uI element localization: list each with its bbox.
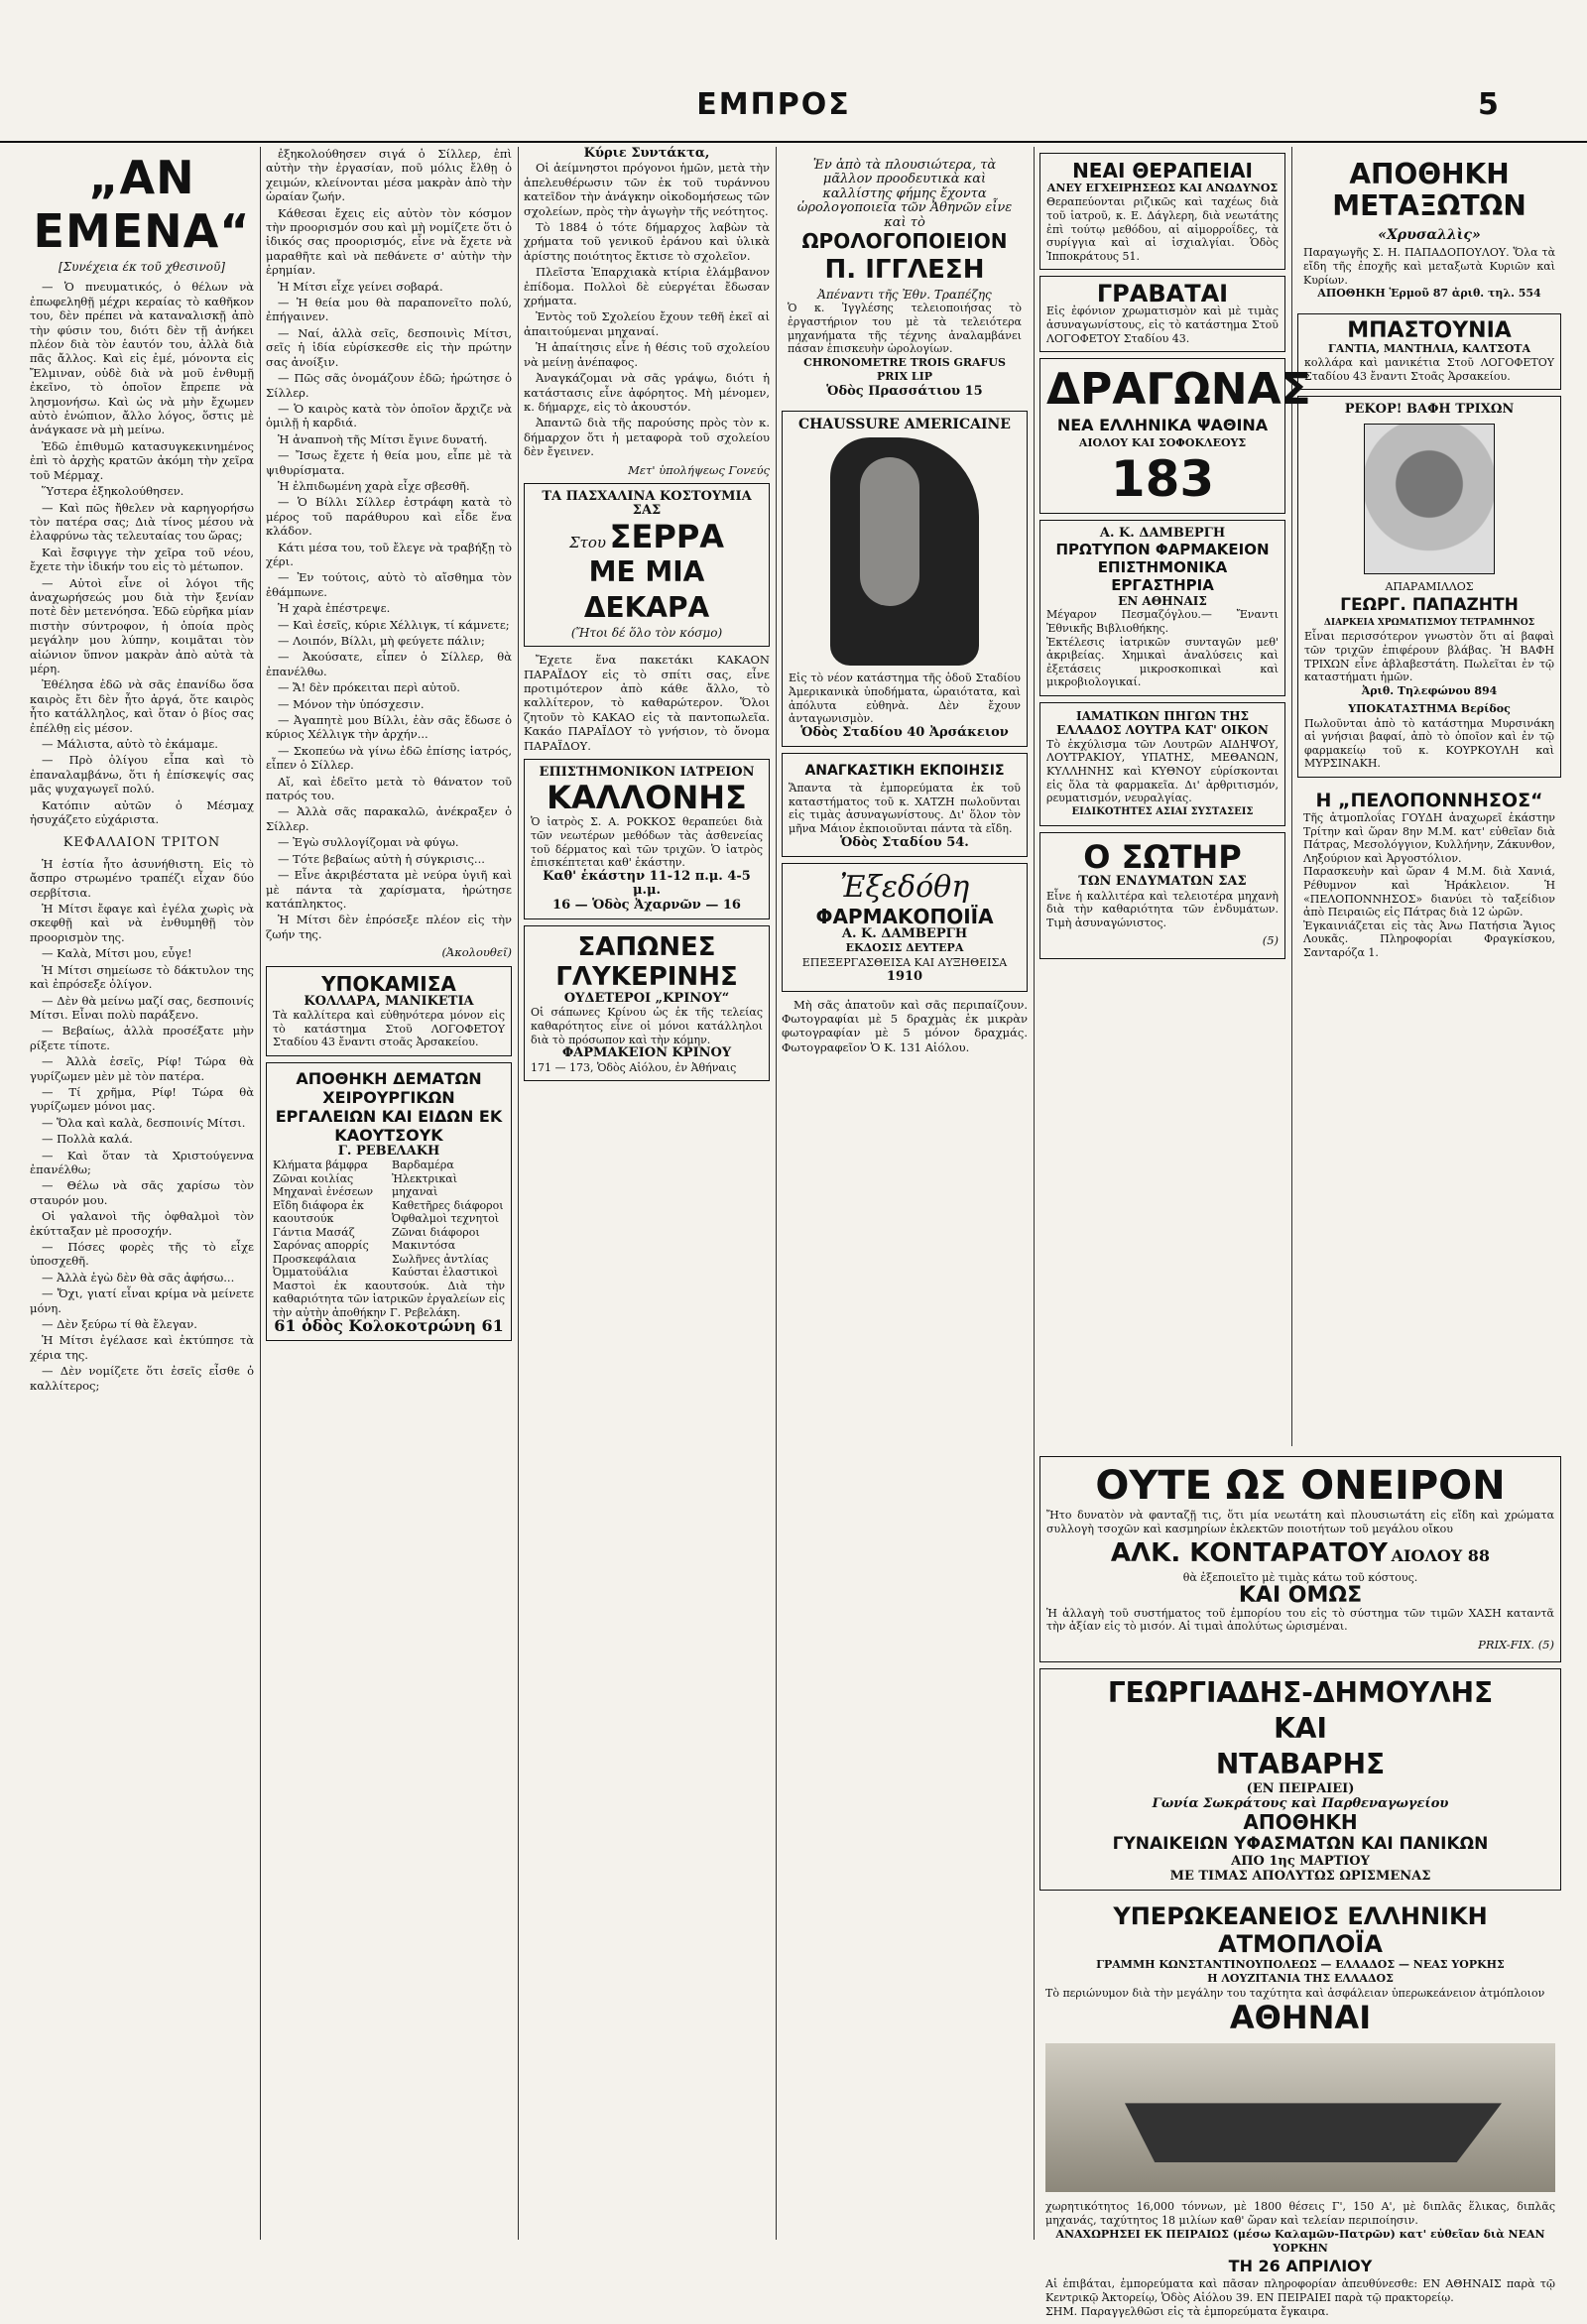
ad-footer: PRIX-FIX. (5) (1478, 1637, 1554, 1651)
ad-note: ΣΗΜ. Παραγγελθῶσι εἰς τὰ ἐμπορεύματα ἔγκαιρα. (1045, 2304, 1329, 2318)
paragraph: — Ὅλα καὶ καλὰ, δεσποινίς Μίτσι. (42, 1115, 246, 1130)
ad-text: Εἶνε ἡ καλλιτέρα καὶ τελειοτέρα μηχανὴ διὰ τὴν καθαριότητα τῶν ἐνδυμάτων. Τιμὴ ἀσυναγώνιστος. (1046, 889, 1279, 929)
ad-address: Μέγαρον Πεσμαζόγλου.— Ἔναντι Ἐθνικῆς Βιβλιοθήκης. (1046, 608, 1279, 635)
ad-watchmaker (782, 153, 1028, 405)
ad-footer: ΦΑΡΜΑΚΕΙΟΝ ΚΡΙΝΟΥ (561, 1045, 732, 1061)
ad-and: ΚΑΙ (1274, 1712, 1327, 1746)
paragraph: — Καὶ πῶς ἤθελεν νὰ καρηγορήσω τὸν πατέρα σας; Διὰ τίνος μέσου νὰ ἐλαφρύνω τὰς τελευταίας του ὥρας; (30, 500, 254, 544)
ad-brand: «Χρυσαλλὶς» (1378, 227, 1481, 243)
paragraph: — Καὶ ἐσεῖς, κύριε Χέλλιγκ, τί κάμνετε; (278, 617, 510, 632)
paragraph: Ἐδῶ ἐπιθυμῶ κατασυγκεκινημένος ἐπὶ τὸ ἀρχὴς κρατῶν ἀκόμη τὴν χεῖρα τοῦ Μέρμαχ. (30, 438, 254, 482)
list-item: Καύσται ἐλαστικοὶ (392, 1266, 499, 1280)
ad-top: ΡΕΚΟΡ! ΒΑΦΗ ΤΡΙΧΩΝ (1344, 402, 1515, 418)
ad-city: ΕΝ ΑΘΗΝΑΙΣ (1118, 593, 1207, 608)
ad-ship-name: ΑΘΗΝΑΙ (1229, 1999, 1372, 2037)
ad-number: 183 (1110, 449, 1215, 508)
ad-text: Τὰ καλλίτερα καὶ εὐθηνότερα μόνον εἰς τὸ κατάστημα Στοῦ ΛΟΓΟΦΕΤΟΥ Σταδίου 43 ἔναντι στοᾶς Ἀρσακείου. (273, 1008, 505, 1049)
ad-text: Ἐγκαινιάζεται εἰς τὰς Ἀνω Πατήσια Ἅγιος Λουκᾶς. Πληροφορίαι Φραγκίσκου, Σανταρόζα 1. (1303, 918, 1555, 959)
paragraph: Οἱ ἀείμνηστοι πρόγονοι ἡμῶν, μετὰ τὴν ἀπελευθέρωσιν τῶν ἐκ τοῦ τυράννου κατεῖδον τὴν ἀνάγκην οἰκοδομήσεως τῶν σχολείων, πρὸς τὴν ἀγωγὴν τῆς νεότητος. (524, 161, 770, 218)
ad-title: Ἐξεδόθη (839, 870, 970, 905)
list-item: Εἴδη διάφορα ἐκ καουτσούκ (273, 1198, 364, 1226)
ad-text: Ἤτο δυνατὸν νὰ φανταζῇ τις, ὅτι μία νεωτάτη καὶ πλουσιωτάτη εἰς εἴδη καὶ χρώματα συλλογὴ τσοχῶν καὶ κασμηρίων ἐκλεκτῶν ποιοτήτων τοῦ μεγάλου οἴκου (1046, 1509, 1554, 1535)
paragraph: — Καὶ ὅταν τὰ Χριστούγεννα ἐπανέλθω; (30, 1148, 254, 1176)
paragraph: Ἡ ἀπαίτησις εἶνε ἡ θέσις τοῦ σχολείου νὰ μείνῃ ἀνέπαφος. (524, 340, 770, 369)
paragraph: — Λοιπόν, Βίλλι, μὴ φεύγετε πάλιν; (278, 634, 485, 648)
ad-title: ΝΤΑΒΑΡΗΣ (1215, 1748, 1386, 1781)
ad-text: Αἱ ἐπιβάται, ἐμπορεύματα καὶ πᾶσαν πληροφορίαν ἀπευθύνεσθε: ΕΝ ΑΘΗΝΑΙΣ παρὰ τῷ Κεντρικῷ Ἀκτορείῳ, Ὁδὸς Αἰόλου 39. ΕΝ ΠΕΙΡΑΙΕΙ παρὰ τῷ πρακτορείῳ. (1045, 2277, 1555, 2304)
letters-column (524, 147, 770, 2240)
paragraph: — Ἴσως ἔχετε ἡ θεία μου, εἶπε μὲ τὰ ψιθυρίσματα. (266, 448, 512, 477)
ad-subtitle: ΑΝΕΥ ΕΓΧΕΙΡΗΣΕΩΣ ΚΑΙ ΑΝΩΔΥΝΟΣ (1046, 182, 1279, 194)
ad-title: Η „ΠΕΛΟΠΟΝΝΗΣΟΣ“ (1315, 789, 1543, 811)
ad-dragonas-hats (1039, 358, 1311, 513)
paragraph: Ἡ Μίτσι σημείωσε τὸ δάκτυλον της καὶ ἐπρόσεξε ὀλίγον. (30, 962, 254, 992)
ad-title: CHAUSSURE AMERICAINE (798, 417, 1011, 433)
list-item: Σωλῆνες ἀντλίας (392, 1252, 489, 1266)
ad-soter-cleaner (1039, 832, 1285, 959)
paragraph: — Ἡ θεία μου θὰ παραπονεῖτο πολύ, ἐπήγαινεν. (266, 296, 512, 324)
ad-address: Ἀπέναντι τῆς Ἐθν. Τραπέζης (817, 288, 992, 303)
list-item: Ἠλεκτρικαὶ μηχαναὶ (392, 1171, 458, 1199)
ad-title: ΑΝΑΓΚΑΣΤΙΚΗ ΕΚΠΟΙΗΣΙΣ (804, 763, 1005, 780)
letter-salutation: Κύριε Συντάκτα, (583, 146, 710, 161)
paragraph: — Δὲν νομίζετε ὅτι ἐσεῖς εἶσθε ὁ καλλίτερος; (30, 1364, 254, 1393)
list-item: Ζῶναι κοιλίας (273, 1171, 354, 1185)
ad-address: 171 — 173, Ὁδὸς Αἰόλου, ἐν Ἀθήναις (531, 1060, 737, 1074)
list-item: Ζῶναι διάφοροι (392, 1225, 480, 1239)
paragraph: — Πῶς σᾶς ὀνομάζουν ἐδῶ; ἠρώτησε ὁ Σίλλερ. (266, 371, 512, 400)
ad-glycerin-soaps (524, 925, 770, 1081)
paragraph: Ἡ χαρὰ ἐπέστρεψε. (278, 601, 391, 616)
story-continued-column (266, 147, 512, 2240)
ad-name: Π. ΙΓΓΛΕΣΗ (824, 255, 985, 286)
paragraph: — Εἶνε ἀκριβέστατα μὲ νεύρα ὑγιῆ καὶ μὲ πάντα τὰ χαρίσματα, ἠρώτησε κατάπληκτος. (266, 868, 512, 911)
paragraph: Ὕστερα ἐξηκολούθησεν. (42, 484, 184, 499)
paragraph: — Ναί, ἀλλὰ σεῖς, δεσποινὶς Μίτσι, σεῖς ἡ ἰδία εὑρίσκεσθε εἰς τὴν πρώτην σας ἀνοίξιν. (266, 325, 512, 369)
paragraph: Ἡ Μίτσι δὲν ἐπρόσεξε πλέον εἰς τὴν ζωήν της. (266, 913, 512, 941)
ad-text: Οἱ σάπωνες Κρίνου ὡς ἐκ τῆς τελείας καθαρότητος εἶνε οἱ μόνοι κατάλληλοι διὰ τὸ πρόσωπον καὶ τὴν κόμην. (531, 1006, 763, 1046)
column-rule (1034, 147, 1035, 2240)
ad-top: ΕΠΙΣΤΗΜΟΝΙΚΟΝ ΙΑΤΡΕΙΟΝ (539, 765, 755, 780)
ad-phone: Ἀριθ. Τηλεφώνου 894 (1361, 683, 1498, 697)
ad-title: ΟΥΤΕ ΩΣ ΟΝΕΙΡΟΝ (1095, 1463, 1506, 1509)
paragraph: Ἀναγκάζομαι νὰ σᾶς γράψω, διότι ἡ κατάστασις εἶνε ἀφόρητος. Μὴ μένομεν, κ. δήμαρχε, εἰς τὸ ἀκουστόν. (524, 371, 770, 414)
ad-forced-sale (782, 753, 1028, 857)
paragraph: — Ὁ καιρὸς κατὰ τὸν ὁποῖον ἄρχιζε νὰ ὁμιλῇ ἡ καρδιά. (266, 401, 512, 430)
paragraph: Ἡ ἐλπιδωμένη χαρὰ εἶχε σβεσθῆ. (278, 478, 470, 493)
ad-text: Τὸ ἐκχύλισμα τῶν Λουτρῶν ΑΙΔΗΨΟΥ, ΛΟΥΤΡΑΚΙΟΥ, ΥΠΑΤΗΣ, ΜΕΘΑΝΩΝ, ΚΥΛΛΗΝΗΣ καὶ ΚΥΘΝΟΥ εὑρίσκονται εἰς ὅλα τὰ φαρμακεῖα. Δι' ἀρθριτισμόν, ρευματισμόν, νευραλγίας. (1046, 737, 1279, 805)
ad-address: ΑΙΟΛΟΥ ΚΑΙ ΣΟΦΟΚΛΕΟΥΣ (1078, 436, 1247, 450)
to-be-continued: (Ἀκολουθεῖ) (441, 945, 512, 960)
paragraph: — Ὁ Βίλλι Σίλλερ ἐστράφη κατὰ τὸ μέρος τοῦ παράθυρου καὶ εἶδε ἕνα κλάδον. (266, 495, 512, 539)
ad-subtitle: ΚΟΛΛΑΡΑ, ΜΑΝΙΚΕΤΙΑ (304, 993, 474, 1009)
ad-text: κολλάρα καὶ μανικέτια Στοῦ ΛΟΓΟΦΕΤΟΥ Σταδίου 43 ἔναντι Στοᾶς Ἀρσακείου. (1304, 356, 1554, 383)
paragraph: Ἀπαντῶ διὰ τῆς παρούσης πρὸς τὸν κ. δήμαρχον ὅτι ἡ μεταφορὰ τοῦ σχολείου δὲν ἔγεινεν. (524, 416, 770, 459)
ad-logo-text: ΑΠΟΘΗΚΗ ΜΕΤΑΞΩΤΩΝ (1332, 158, 1526, 222)
list-item: Μακιντόσα (392, 1239, 456, 1253)
paragraph: — Ὄχι, γιατί εἶναι κρίμα νὰ μείνετε μόνη. (30, 1286, 254, 1315)
ad-title: ΓΡΑΒΑΤΑΙ (1096, 280, 1229, 308)
ad-surgical-supplies (266, 1062, 512, 1341)
story-title: „ΑΝ ΕΜΕΝΑ“ (33, 151, 251, 258)
column-rule (1291, 147, 1292, 1446)
ad-hair-dye (1297, 396, 1561, 778)
photo-ad-text: Μὴ σᾶς ἀπατοῦν καὶ σᾶς περιπαίζουν. Φωτογραφίαι μὲ 5 δραχμὰς ἐκ μικρὰν φωτογραφίαν μὲ 5 μόνον δραχμάς. Φωτογραφεῖον Ὁ Κ. 131 Αἰόλου. (782, 997, 1028, 1054)
ad-owner: Α. Κ. ΔΑΜΒΕΡΓΗ (1099, 525, 1226, 541)
paragraph: Κάτι μέσα του, τοῦ ἔλεγε νὰ τραβήξῃ τὸ χέρι. (266, 540, 512, 568)
paragraph: — Μάλιστα, αὐτὸ τὸ ἐκάμαμε. (42, 737, 218, 751)
ad-address: 61 ὁδὸς Κολοκοτρώνη 61 (274, 1316, 504, 1336)
paragraph: Ἡ Μίτσι ἐγέλασε καὶ ἐκτύπησε τὰ χέρια της. (30, 1333, 254, 1362)
ad-subtitle: ΓΑΝΤΙΑ, ΜΑΝΤΗΛΙΑ, ΚΑΛΤΣΟΤΑ (1327, 341, 1531, 355)
ad-title: ΩΡΟΛΟΓΟΠΟΙΕΙΟΝ (801, 229, 1008, 254)
story-subtitle: [Συνέχεια έκ τοῦ χθεσινοῦ] (59, 260, 225, 274)
ad-title: ΙΑΜΑΤΙΚΩΝ ΠΗΓΩΝ ΤΗΣ ΕΛΛΑΔΟΣ ΛΟΥΤΡΑ ΚΑΤ' ΟΙΚΟΝ (1056, 708, 1269, 738)
ad-city: (ΕΝ ΠΕΙΡΑΙΕΙ) (1246, 1781, 1355, 1797)
ad-subtitle: ΔΙΑΡΚΕΙΑ ΧΡΩΜΑΤΙΣΜΟΥ ΤΕΤΡΑΜΗΝΟΣ (1323, 618, 1535, 628)
ad-brand: CHRONOMETRE TROIS GRAFUS PRIX LIP (803, 355, 1006, 384)
ad-text: Εἶναι περισσότερον γνωστὸν ὅτι αἱ βαφαὶ τῶν τριχῶν ἐπιφέρουν βλάβας. Ἡ ΒΑΦΗ ΤΡΙΧΩΝ εἶνε ἀβλαβεστάτη. Πωλεῖται ἐν τῷ καταστήματι ἡμῶν. (1304, 630, 1554, 684)
ad-address: ΑΙΟΛΟΥ 88 (1391, 1546, 1491, 1566)
ad-departure: ΑΝΑΧΩΡΗΣΕΙ ΕΚ ΠΕΙΡΑΙΩΣ (μέσω Καλαμῶν-Πατρῶν) κατ' εὐθεῖαν διὰ ΝΕΑΝ ΥΟΡΚΗΝ (1055, 2227, 1545, 2255)
paragraph: Οἱ γαλανοὶ τῆς ὀφθαλμοὶ τὸν ἐκύτταξαν μὲ προσοχήν. (30, 1209, 254, 1238)
product-list (273, 1159, 505, 1280)
ad-author: Α. Κ. ΔΑΜΒΕΡΓΗ (841, 926, 968, 941)
list-item: Καθετῆρες διάφοροι (392, 1198, 504, 1212)
paragraph: — Βεβαίως, ἀλλὰ προσέξατε μὴν ρίξετε τίποτε. (30, 1024, 254, 1052)
paragraph: Πλεῖστα Ἐπαρχιακὰ κτίρια ἐλάμβανον ἐπίδομα. Πολλοὶ δὲ εὐεργέται ἔδωσαν χρήματα. (524, 265, 770, 308)
paragraph: — Μόνον τὴν ὑπόσχεσιν. (278, 696, 425, 711)
paragraph: — Πρὸ ὀλίγου εἶπα καὶ τὸ ἐπαναλαμβάνω, ὅτι ἡ ἐπίσκεψίς σας μᾶς ψυχαγωγεῖ πολύ. (30, 753, 254, 796)
paragraph: — Θέλω νὰ σᾶς χαρίσω τὸν σταυρόν μου. (30, 1178, 254, 1207)
ad-date: ΑΠΟ 1ης ΜΑΡΤΙΟΥ (1231, 1854, 1370, 1870)
shoe-illustration (830, 437, 979, 666)
paragraph: — Ἀλλὰ ἐγὼ δὲν θὰ σᾶς ἀφήσω... (42, 1270, 235, 1284)
ad-hours: Καθ' ἑκάστην 11-12 π.μ. 4-5 μ.μ. (543, 868, 751, 899)
portrait-illustration (1364, 424, 1495, 574)
ad-title: ΔΡΑΓΩΝΑΣ (1046, 364, 1311, 416)
ad-line: ΓΡΑΜΜΗ ΚΩΝΣΤΑΝΤΙΝΟΥΠΟΛΕΩΣ — ΕΛΛΑΔΟΣ — ΝΕΑΣ ΥΟΡΚΗΣ (1096, 1958, 1505, 1971)
list-item: Ὀφθαλμοὶ τεχνητοὶ (392, 1212, 500, 1226)
paragraph: — Καλὰ, Μίτσι μου, εὖγε! (42, 946, 192, 961)
ad-text: Ἅπαντα τὰ ἐμπορεύματα ἐκ τοῦ καταστήματος τοῦ κ. ΧΑΤΖΗ πωλοῦνται εἰς τιμὰς ἀσυναγωνίστους. Δι' ὅλον τὸν μῆνα Μάιον ἐκποιοῦνται πάντα τὰ εἴδη. (789, 782, 1021, 835)
paragraph: Τὸ 1884 ὁ τότε δήμαρχος λαβὼν τὰ χρήματα τοῦ γενικοῦ ἐράνου καὶ ὑλικὰ ἀρίστης ποιότητος ἔκτισε τὸ σχολεῖον. (524, 220, 770, 263)
ad-not-even-dream (1039, 1456, 1561, 1662)
ad-springs-baths (1039, 702, 1285, 826)
ad-date: ΤΗ 26 ΑΠΡΙΛΙΟΥ (1228, 2257, 1373, 2276)
paragraph: — Σκοπεύω νὰ γίνω ἐδῶ ἐπίσης ἰατρός, εἶπεν ὁ Σίλλερ. (266, 743, 512, 773)
list-item: Βαρδαμέρα (392, 1159, 454, 1172)
ad-text: Ὁ κ. Ἰγγλέσης τελειοποιήσας τὸ ἐργαστήριον του μὲ τὰ τελειότερα μηχανήματα τῆς τέχνης ἀναλαμβάνει πάσαν ἐπισκευὴν ὡρολογίων. (788, 302, 1022, 356)
paragraph: — Δὲν ξεύρω τί θὰ ἔλεγαν. (42, 1317, 197, 1332)
ad-text: Θεραπεύονται ριζικῶς καὶ ταχέως διὰ τοῦ ἰατροῦ, κ. Ε. Δάγλερη, διὰ νεωτάτης ἐπὶ τούτῳ μεθόδου, αἱ αἱμορροΐδες, τὰ συρίγγια καὶ αἱ ἰσχιαλγίαι. Ὁδὸς Ἱπποκράτους 51. (1046, 195, 1279, 263)
product-list-right (392, 1159, 505, 1280)
ad-title: ΥΠΟΚΑΜΙΣΑ (321, 971, 456, 996)
page-number: 5 (1478, 87, 1499, 122)
paragraph: Ἐθέλησα ἐδῶ νὰ σᾶς ἐπανίδω ὅσα καιρὸς ἔτι δὲν ἦτο ἀργά, ὅτε καιρὸς ἦτο κατάλληλος, καὶ ὅταν ὁ βίος σας ἐπέλθῃ εἰς μέσον. (30, 677, 254, 735)
list-item: Σαρόνας απορρίς (273, 1239, 369, 1253)
ad-title: ΚΑΛΛΟΝΗΣ (547, 779, 747, 817)
list-item: Γάντια Μασάζ (273, 1225, 355, 1239)
ad-edition: ΕΚΔΟΣΙΣ ΔΕΥΤΕΡΑ (845, 941, 964, 955)
ad-subtitle: ΓΥΝΑΙΚΕΙΩΝ ΥΦΑΣΜΑΤΩΝ ΚΑΙ ΠΑΝΙΚΩΝ (1112, 1834, 1489, 1855)
ad-title: Ο ΣΩΤΗΡ (1083, 838, 1242, 877)
ad-beauty-clinic (524, 759, 770, 919)
ad-pharmacopoeia (782, 863, 1028, 992)
ad-name: ΓΕΩΡΓ. ΠΑΠΑΖΗΤΗ (1340, 595, 1519, 615)
serial-story-column (30, 147, 254, 2240)
cocoa-ad-text: Ἔχετε ἕνα πακετάκι ΚΑΚΑΟΝ ΠΑΡΑΪΔΟΥ εἰς τὸ σπίτι σας, εἶνε προτιμότερον ἀπὸ κάθε ἄλλο, τὸ καλλίτερον, τὸ καθαρώτερον. Ὅλοι ζητοῦν τὸ ΚΑΚΑΟ εἰς τὰ παντοπωλεῖα. Κακάο ΠΑΡΑΪΔΟΥ τὸ γνήσιον, τὸ ὄνομα ΠΑΡΑΪΔΟΥ. (524, 653, 770, 753)
ad-walking-sticks (1297, 313, 1561, 391)
ad-title: ΣΑΠΩΝΕΣ ΓΛΥΚΕΡΙΝΗΣ (555, 932, 738, 992)
paragraph: — Ἄ! δὲν πρόκειται περὶ αὐτοῦ. (278, 680, 460, 695)
ad-name-prefix: Στου (568, 533, 606, 551)
ad-name: ΣΕΡΡΑ (609, 517, 725, 555)
ad-text: Εἰς τὸ νέον κατάστημα τῆς ὁδοῦ Σταδίου Ἀμερικανικὰ ὑποδήματα, ὡραιότατα, καὶ ἀπόλυτα εὐθηνὰ. Δὲν ἔχουν ἀνταγωνισμὸν. (789, 672, 1021, 726)
masthead (0, 85, 1587, 143)
ads-column-4 (782, 147, 1028, 1446)
paragraph: Κάθεσαι ἔχεις εἰς αὐτὸν τὸν κόσμον τὴν προορισμόν σου καὶ μὴ νομίζετε ὅτι ὁ ἰδικός σας προορισμός, εἶνε νὰ ἔχετε νὰ μαραθῆτε καὶ νὰ πεθάνετε σ' αὐτὴν τὴν ἐρημίαν. (266, 205, 512, 278)
paragraph: — Αὐτοὶ εἶνε οἱ λόγοι τῆς ἀναχωρήσεώς μου διὰ τὴν ξενίαν ποτὲ δὲν μετενόησα. Ἐδῶ εὑρῆκα μίαν πιστὴν σύντροφον, ἡ ὁποία πρὸς μεγάλην μου λύπην, κοιμᾶται τὸν αἰώνιον ὕπνον μακρὰν ἀπὸ αὐτὰ τὰ μέρη. (30, 575, 254, 675)
ad-footer: Ὁδὸς Πρασσάτιου 15 (826, 383, 983, 399)
ad-text: Εἰς ἐφόνιον χρωματισμὸν καὶ μὲ τιμὰς ἀσυναγωνίστους, εἰς τὸ κατάστημα Στοῦ ΛΟΓΟΦΕΤΟΥ Σταδίου 43. (1046, 305, 1279, 345)
ad-title: ΥΠΕΡΩΚΕΑΝΕΙΟΣ ΕΛΛΗΝΙΚΗ ΑΤΜΟΠΛΟΪΑ (1113, 1902, 1488, 1958)
ad-text: θὰ ἐξεποιεῖτο μὲ τιμὰς κάτω τοῦ κόστους. (1182, 1571, 1418, 1585)
ad-american-shoes (782, 411, 1028, 747)
letter-signature: Μετ' ὑπολήψεως Γονεύς (628, 462, 770, 477)
paragraph: — Ἀγαπητὲ μου Βίλλι, ἐὰν σᾶς ἔδωσε ὁ κύριος Χέλλιγκ τὴν ἀρχήν... (266, 713, 512, 742)
paragraph: — Δὲν θὰ μείνω μαζί σας, δεσποινίς Μίτσι. Εἶναι πολὺ παράξενο. (30, 993, 254, 1022)
paragraph: — Ἀλλὰ ἐσεῖς, Ρίφ! Τώρα θὰ γυρίζωμεν μὲν μὲ τὸν πατέρα. (30, 1054, 254, 1083)
ad-top: Ἐν ἀπὸ τὰ πλουσιώτερα, τὰ μᾶλλον προοδευτικὰ καὶ καλλίστης φήμης ἔχοντα ὡρολογοποιεῖα τῶν Ἀθηνῶν εἶνε καὶ τὸ (796, 158, 1013, 230)
ship-illustration (1045, 2043, 1555, 2192)
ad-address: 16 — Ὁδὸς Ἀχαρνῶν — 16 (552, 897, 741, 913)
list-item: Προσκεφάλαια (273, 1252, 357, 1266)
paragraph: — Πόσες φορὲς τῆς τὸ εἶχε ὑποσχεθῆ. (30, 1240, 254, 1269)
ad-georgiadis-dimoulis (1039, 1668, 1561, 1891)
ad-text: Ἐκτέλεσις ἰατρικῶν συνταγῶν μεθ' ἀκριβείας. Χημικαὶ ἀναλύσεις καὶ ἐξετάσεις μικροσκοπικαὶ καὶ μικροβιολογικαί. (1046, 635, 1279, 689)
ad-text: Τῆς ἀτμοπλοΐας ΓΟΥΔΗ ἀναχωρεῖ ἑκάστην Τρίτην καὶ ὥραν 8ην Μ.Μ. κατ' εὐθεῖαν διὰ Πάτρας, Μεσολόγγιον, Κυλλήνην, Ζάκυνθον, Ληξούριον καὶ Ἀργοστόλιον. (1303, 810, 1555, 865)
paragraph: Κατόπιν αὐτῶν ὁ Μέσμαχ ἠσυχάζετο εὐχάριστα. (30, 797, 254, 827)
ad-shirts (266, 966, 512, 1056)
ad-text: Παραγωγῆς Σ. Η. ΠΑΠΑΔΟΠΟΥΛΟΥ. Ὅλα τὰ εἴδη τῆς ἐποχῆς καὶ μεταξωτὰ Κυριῶν καὶ Κυρίων. (1303, 246, 1555, 287)
paragraph: — Ἀκούσατε, εἶπεν ὁ Σίλλερ, θὰ ἐπανέλθω. (266, 650, 512, 678)
ad-serra-costumes (524, 483, 770, 647)
list-item: Μηχαναὶ ἐνέσεων (273, 1185, 374, 1199)
ad-silk-warehouse (1297, 153, 1561, 307)
ad-slogan: ΜΕ ΜΙΑ ΔΕΚΑΡΑ (583, 554, 710, 624)
column-rule (776, 147, 777, 2240)
ad-model-pharmacy (1039, 520, 1285, 696)
ad-subtitle: ΝΕΑ ΕΛΛΗΝΙΚΑ ΨΑΘΙΝΑ (1056, 416, 1269, 435)
ad-text: Παρασκευὴν καὶ ὥραν 4 Μ.Μ. διὰ Χανιά, Ρέθυμνον καὶ Ἡράκλειον. Ἡ «ΠΕΛΟΠΟΝΝΗΣΟΣ» διανύει τὸ ταξείδιον ἀπὸ Πειραιῶς εἰς Πάτρας διὰ 12 ὡρῶν. (1303, 865, 1555, 919)
ad-brand: ΑΛΚ. ΚΟΝΤΑΡΑΤΟΥ (1110, 1538, 1388, 1569)
ad-peloponnisos-ship (1297, 784, 1561, 966)
ad-owner: Η ΛΟΥΖΙΤΑΝΙΑ ΤΗΣ ΕΛΛΑΔΟΣ (1207, 1972, 1394, 1986)
paragraph: — Τότε βεβαίως αὐτὴ ἡ σύγκρισις... (278, 851, 485, 866)
ad-text: Ἡ ἀλλαγὴ τοῦ συστήματος τοῦ ἐμπορίου του εἰς τὸ σύστημα τῶν τιμῶν ΧΑΣΗ καταντᾶ τὴν ἀξίαν εἰς τὸ μισόν. Αἱ τιμαὶ ἀπολύτως ὡρισμέναι. (1046, 1606, 1554, 1634)
paragraph: — Τί χρῆμα, Ρίφ! Τώρα θὰ γυρίζωμεν μόνοι μας. (30, 1084, 254, 1114)
paragraph: — Ὁ πνευματικός, ὁ θέλων νὰ ἐπωφεληθῇ μέχρι κεραίας τὸ καθῆκον του, δὲν πρέπει νὰ καταναλισκῇ ἀπὸ τὴν φύσιν του, διότι δὲν τῇ ἀνήκει πλέον διὰ τὸν ἑαυτόν του, ἀλλὰ διὰ πᾶς ἄλλος. Καὶ εἰς ἐμέ, μόνοντα εἰς Ἔλμιναν, οὐδὲ διὰ νὰ μοῦ ἐνθυμῇ ἐκεῖνο, τὸ ὁποῖον ἔπρεπε νὰ λησμονήσω. Καὶ ὡς νὰ μὴν ἔχωμεν αὐτὸ ἐνώπιον, ἄλλο λόγος, ὅστις μὲ ἀνάγκασε νὰ μὴ μείνω. (30, 280, 254, 437)
paragraph: ἐξηκολούθησεν σιγά ὁ Σίλλερ, ἐπὶ αὐτὴν τὴν ἐργασίαν, ποῦ μόλις ἔλθῃ ὁ χειμών, κλείνονται μέσα μακρὰν ἀπὸ τὴν ὡραίαν ζωήν. (266, 147, 512, 204)
ad-address: Γωνία Σωκράτους καὶ Παρθεναγωγείου (1152, 1795, 1449, 1811)
ad-text: χωρητικότητος 16,000 τόννων, μὲ 1800 θέσεις Γ', 150 Α', μὲ διπλᾶς ἕλικας, διπλᾶς μηχανάς, ταχύτητος 18 μιλίων καθ' ὥραν καὶ τελείαν περιποίησιν. (1045, 2200, 1555, 2227)
paragraph: Καὶ ἔσφιγγε τὴν χεῖρα τοῦ νέου, ἔχετε τὴν ἰδικήν του εἰς τὸ μέτωπον. (30, 545, 254, 574)
column-rule (260, 147, 261, 2240)
ad-price: ΜΕ ΤΙΜΑΣ ΑΠΟΛΥΤΩΣ ΩΡΙΣΜΕΝΑΣ (1169, 1868, 1431, 1884)
ad-title: ΓΕΩΡΓΙΑΔΗΣ-ΔΗΜΟΥΛΗΣ (1107, 1676, 1494, 1710)
list-item: Κλήματα βάμφρα (273, 1159, 368, 1172)
paragraph: — Ἐγὼ συλλογίζομαι νὰ φύγω. (278, 835, 459, 850)
ad-note: Ὁδὸς Σταδίου 40 Ἀρσάκειον (800, 724, 1009, 740)
ads-column-5 (1039, 147, 1311, 1446)
paragraph: — Πολλὰ καλά. (42, 1132, 133, 1147)
ad-note: ΕΠΕΞΕΡΓΑΣΘΕΙΣΑ ΚΑΙ ΑΥΞΗΘΕΙΣΑ (801, 955, 1008, 969)
ad-subtitle: ΑΠΟΘΗΚΗ (1243, 1810, 1358, 1835)
paragraph: — Ἀλλὰ σᾶς παρακαλῶ, ἀνέκραξεν ὁ Σίλλερ. (266, 804, 512, 833)
ad-title: ΝΕΑΙ ΘΕΡΑΠΕΙΑΙ (1072, 159, 1253, 183)
ad-subtitle: ΦΑΡΜΑΚΟΠΟΙΪΑ (815, 905, 994, 928)
chapter-heading: ΚΕΦΑΛΑΙΟΝ ΤΡΙΤΟΝ (62, 835, 221, 851)
paragraph: Αἴ, καὶ ἐδεῖτο μετὰ τὸ θάνατον τοῦ πατρός του. (266, 774, 512, 803)
ad-address: ΑΠΟΘΗΚΗ Ἑρμοῦ 87 ἀριθ. τηλ. 554 (1317, 287, 1541, 301)
column-rule (518, 147, 519, 2240)
paragraph: Ἡ Μίτσι εἶχε γείνει σοβαρά. (278, 279, 443, 294)
ad-subtitle: ΟΥΔΕΤΕΡΟΙ „ΚΡΙΝΟΥ“ (563, 991, 730, 1006)
ad-note: (Ἤτοι δέ ὅλο τὸν κόσμο) (570, 625, 723, 640)
ad-slogan: ΚΑΙ ΟΜΩΣ (1238, 1582, 1363, 1608)
ad-footer: Ὁδὸς Σταδίου 54. (840, 834, 969, 850)
ad-owner: Γ. ΡΕΒΕΛΑΚΗ (337, 1143, 440, 1159)
ad-branch-title: ΥΠΟΚΑΤΑΣΤΗΜΑ Βερίδος (1348, 702, 1511, 716)
ad-footer: (5) (1262, 933, 1279, 948)
ad-text: Ὁ ἰατρὸς Σ. Α. ΡΟΚΚΟΣ θεραπεύει διὰ τῶν νεωτέρων μεθόδων τὰς ἀσθενείας τοῦ δέρματος καὶ τῶν τριχῶν. Ὁ ἰατρὸς ἐπισκέπτεται καθ' ἑκάστην. (531, 815, 763, 870)
ad-year: 1910 (886, 969, 923, 985)
paragraph: Ἡ ἑστία ἦτο ἀσυνήθιστη. Εἰς τὸ ἄσπρο στρωμένο τραπέζι εἶχαν δύο σερβίτσια. (30, 856, 254, 900)
newspaper-name: ΕΜΠΡΟΣ (696, 87, 851, 122)
ad-owner: ΑΠΑΡΑΜΙΛΛΟΣ (1385, 579, 1474, 593)
ad-transoceanic-line (1039, 1896, 1561, 2324)
ad-title: ΑΠΟΘΗΚΗ ΔΕΜΑΤΩΝ ΧΕΙΡΟΥΡΓΙΚΩΝ ΕΡΓΑΛΕΙΩΝ ΚΑΙ ΕΙΔΩΝ ΕΚ ΚΑΟΥΤΣΟΥΚ (275, 1068, 503, 1145)
ad-top: ΤΑ ΠΑΣΧΑΛΙΝΑ ΚΟΣΤΟΥΜΙΑ ΣΑΣ (542, 488, 752, 519)
ad-text: Μαστοὶ ἐκ καουτσούκ. Διὰ τὴν καθαριότητα τῶν ἰατρικῶν ἐργαλείων εἰς τὴν αὐτὴν ἀποθήκην Γ. Ρεβελάκη. (273, 1279, 505, 1319)
ad-title: ΜΠΑΣΤΟΥΝΙΑ (1347, 317, 1512, 343)
ad-footer: ΕΙΔΙΚΟΤΗΤΕΣ ΑΣΙΑΙ ΣΥΣΤΑΣΕΙΣ (1071, 805, 1254, 817)
ad-new-therapies (1039, 153, 1285, 270)
ad-subtitle: ΤΩΝ ΕΝΔΥΜΑΤΩΝ ΣΑΣ (1078, 874, 1247, 890)
ads-column-6 (1297, 147, 1561, 1446)
paragraph: Ἐντὸς τοῦ Σχολείου ἔχουν τεθῆ ἐκεῖ αἱ ἀπαιτούμεναι μηχαναί. (524, 309, 770, 338)
paragraph: — Ἐν τούτοις, αὐτὸ τὸ αἴσθημα τὸν ἐθάμπωνε. (266, 570, 512, 599)
bottom-ads-area (1039, 1450, 1561, 2318)
ad-text: Τὸ περιώνυμον διὰ τὴν μεγάλην του ταχύτητα καὶ ἀσφάλειαν ὑπερωκεάνειον ἀτμόπλοιον (1045, 1986, 1545, 2000)
product-list-left (273, 1159, 386, 1280)
list-item: Ὀμματοϋάλια (273, 1266, 349, 1280)
paragraph: Ἡ Μίτσι ἔφαγε καὶ ἐγέλα χωρὶς νὰ σκεφθῇ καὶ νὰ ἐνθυμηθῇ τὸν προορισμὸν της. (30, 902, 254, 944)
ad-branch-text: Πωλοῦνται ἀπὸ τὸ κατάστημα Μυρσινάκη αἱ γνήσιαι βαφαί, ἀπὸ τὸ ὁποῖον καὶ ἐν τῷ φαρμακείῳ τοῦ κ. ΚΟΥΡΚΟΥΛΗ καὶ ΜΥΡΣΙΝΑΚΗ. (1304, 716, 1554, 771)
paragraph: Ἡ ἀναπνοὴ τῆς Μίτσι ἔγινε δυνατή. (278, 431, 488, 446)
ad-neckties (1039, 276, 1285, 352)
ad-title: ΠΡΩΤΥΠΟΝ ΦΑΡΜΑΚΕΙΟΝ ΕΠΙΣΤΗΜΟΝΙΚΑ ΕΡΓΑΣΤΗΡΙΑ (1055, 540, 1270, 594)
